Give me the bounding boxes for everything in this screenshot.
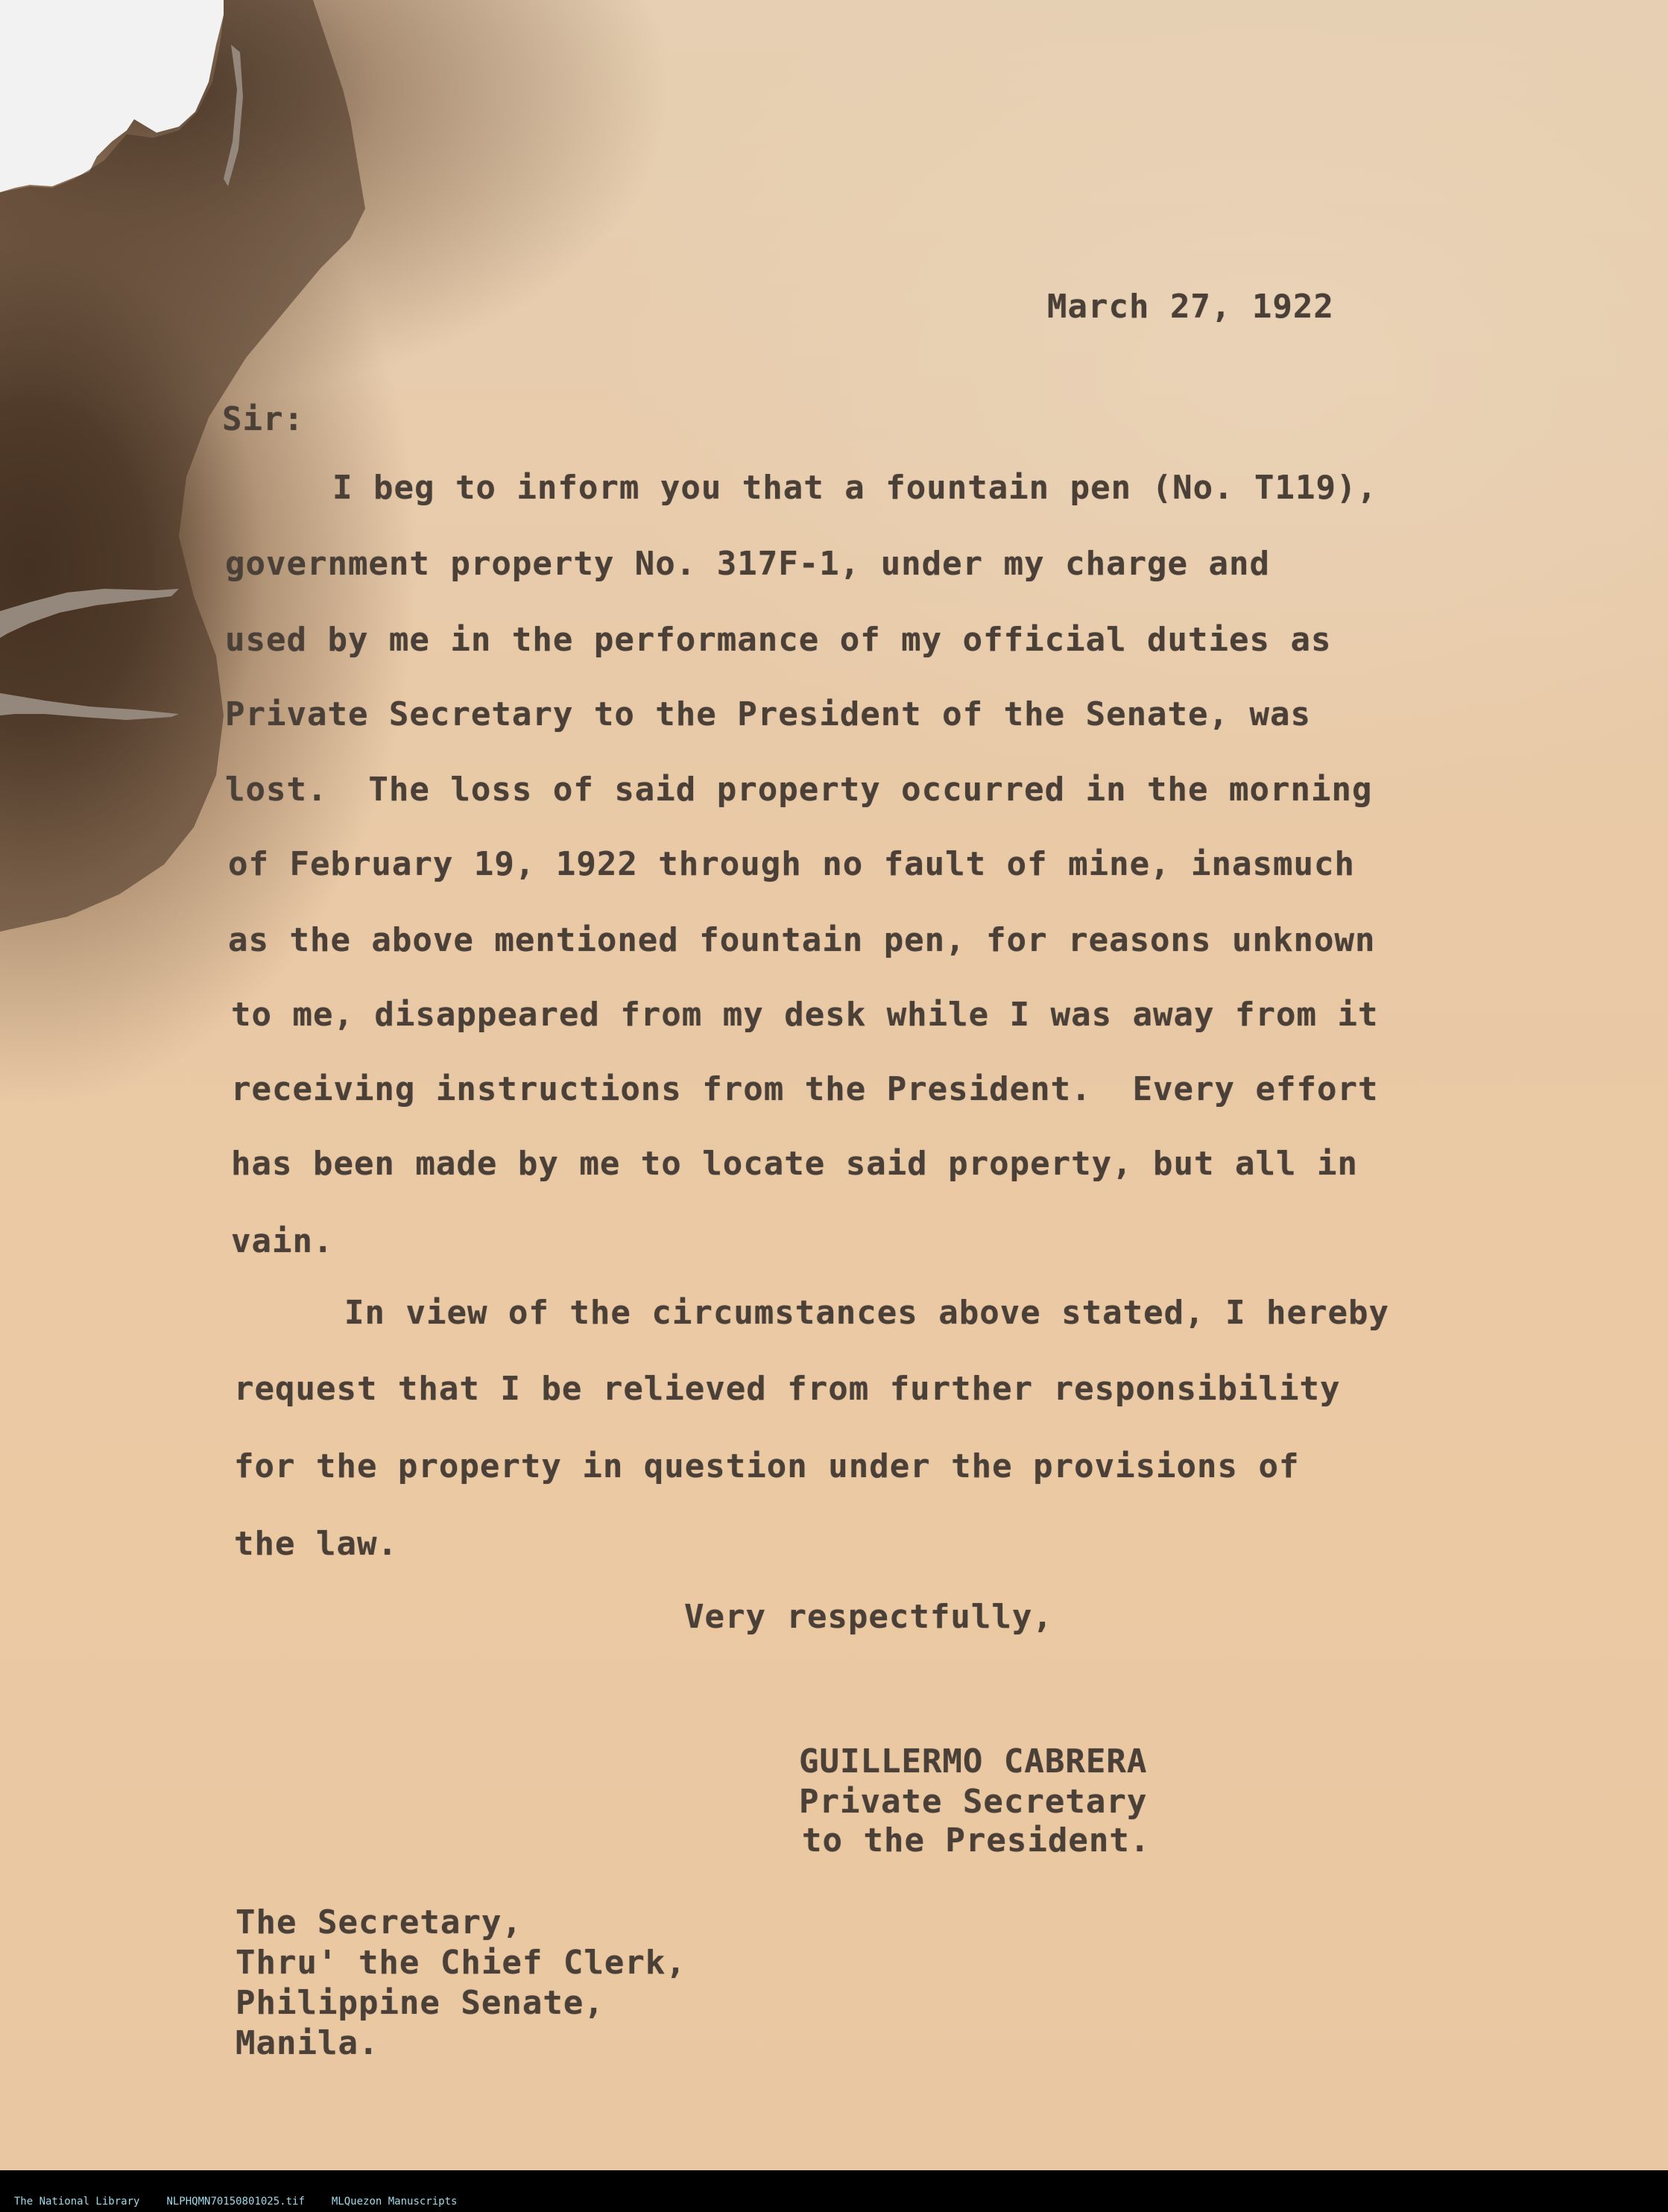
paragraph-line: used by me in the performance of my official duties as: [225, 621, 1332, 659]
signature-name: GUILLERMO CABRERA: [799, 1742, 1148, 1780]
paragraph-line: vain.: [231, 1222, 334, 1260]
closing: Very respectfully,: [684, 1598, 1053, 1636]
paragraph-line: Private Secretary to the President of the Senate, was: [225, 695, 1311, 733]
paragraph-line: I beg to inform you that a fountain pen (No. T119),: [332, 469, 1378, 507]
paragraph-line: has been made by me to locate said property, but all in: [231, 1145, 1358, 1183]
paragraph-line: government property No. 317F-1, under my charge and: [225, 545, 1271, 583]
signature-title: Private Secretary: [799, 1783, 1148, 1821]
addressee-line: The Secretary,: [236, 1903, 522, 1941]
salutation: Sir:: [222, 400, 304, 438]
letter-date: March 27, 1922: [1047, 288, 1334, 326]
addressee-line: Thru' the Chief Clerk,: [236, 1944, 686, 1982]
paragraph-line: In view of the circumstances above stated, I hereby: [344, 1294, 1390, 1332]
paragraph-line: lost. The loss of said property occurred in the morning: [225, 771, 1373, 809]
footer-institution: The National Library: [13, 2196, 140, 2208]
signature-title: to the President.: [802, 1821, 1151, 1859]
addressee-line: Manila.: [236, 2024, 379, 2062]
paragraph-line: for the property in question under the provisions of: [234, 1447, 1300, 1485]
paragraph-line: to me, disappeared from my desk while I was away from it: [231, 996, 1379, 1034]
paragraph-line: receiving instructions from the President. Every effort: [231, 1070, 1379, 1108]
footer-file: NLPHQMN70150801025.tif: [166, 2196, 305, 2208]
scan-footer: [0, 2170, 1668, 2208]
paragraph-line: of February 19, 1922 through no fault of mine, inasmuch: [228, 845, 1355, 883]
paragraph-line: request that I be relieved from further responsibility: [234, 1370, 1341, 1408]
paragraph-line: as the above mentioned fountain pen, for reasons unknown: [228, 921, 1376, 959]
footer-collection: MLQuezon Manuscripts: [331, 2196, 458, 2208]
paragraph-line: the law.: [234, 1525, 398, 1563]
addressee-line: Philippine Senate,: [236, 1984, 604, 2022]
